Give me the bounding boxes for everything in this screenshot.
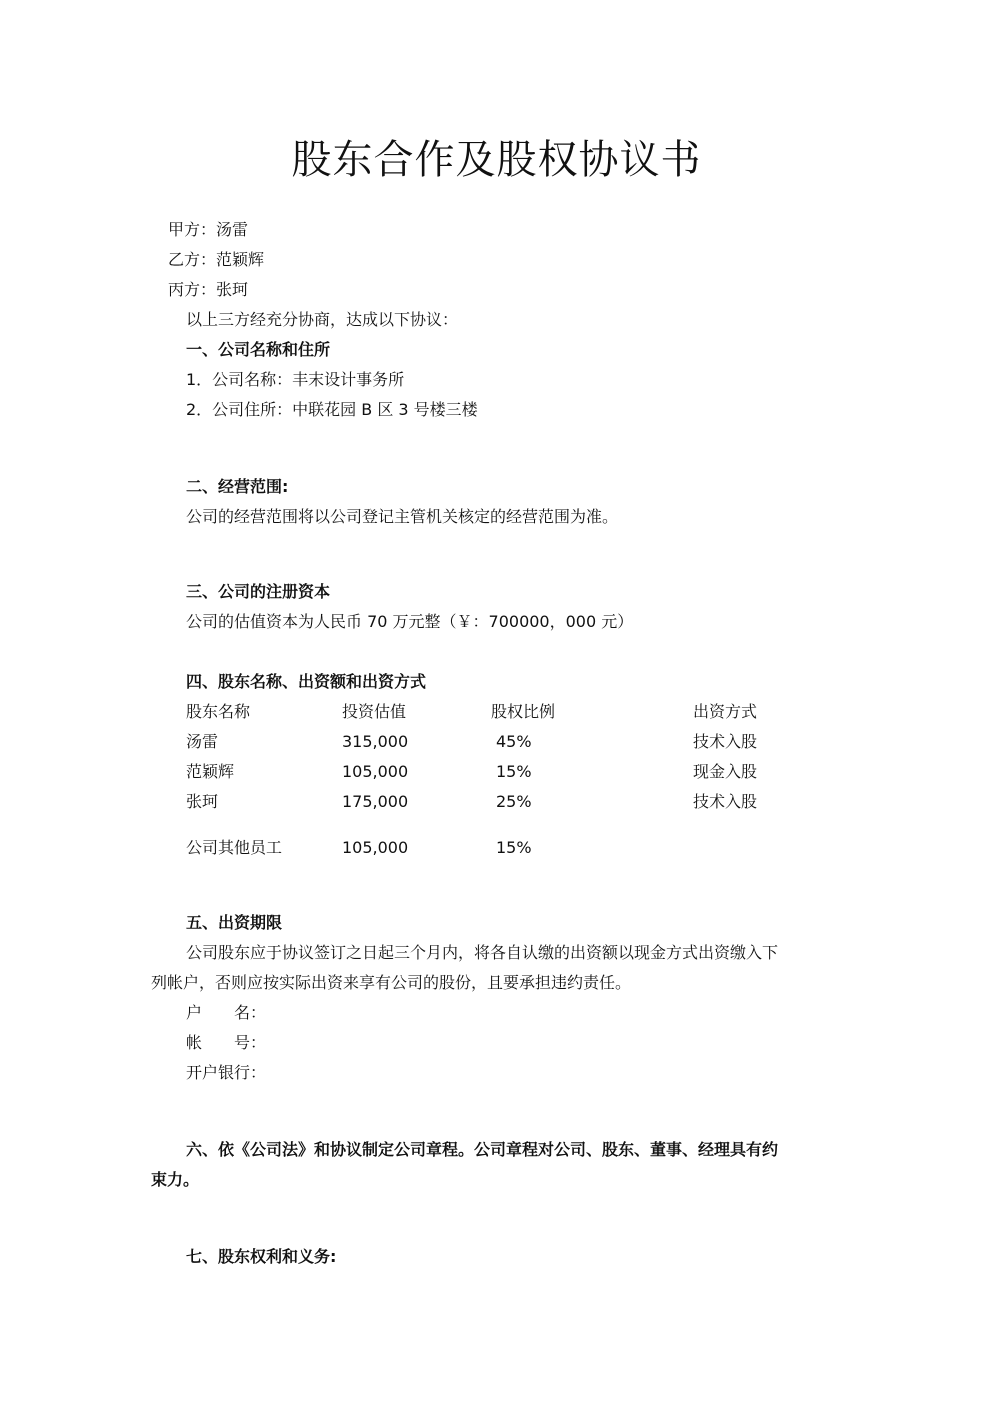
party-b: 乙方：范颖辉: [168, 250, 265, 269]
table-cell: 105,000: [342, 838, 409, 857]
table-header-ratio: 股权比例: [491, 702, 556, 721]
party-c: 丙方：张珂: [168, 280, 249, 299]
intro-text: 以上三方经充分协商，达成以下协议：: [186, 310, 459, 329]
registered-capital-text: 公司的估值资本为人民币 70 万元整（￥：700000，000 元）: [186, 612, 634, 631]
table-cell: 45%: [496, 732, 532, 751]
table-cell: 15%: [496, 838, 532, 857]
table-cell: 105,000: [342, 762, 409, 781]
section2-heading: 二、经营范围:: [186, 477, 289, 496]
table-header-method: 出资方式: [693, 702, 758, 721]
document-title: 股东合作及股权协议书: [291, 137, 702, 183]
bank-label: 开户银行：: [186, 1063, 267, 1082]
section4-heading: 四、股东名称、出资额和出资方式: [186, 672, 427, 691]
company-address-item: 2．公司住所：中联花园 B 区 3 号楼三楼: [186, 400, 478, 419]
section5-line2: 列帐户，否则应按实际出资来享有公司的股份，且要承担违约责任。: [151, 973, 632, 992]
table-cell: 技术入股: [693, 792, 758, 811]
table-cell: 张珂: [186, 792, 219, 811]
section6-line2: 束力。: [151, 1170, 200, 1189]
company-name-item: 1．公司名称：丰末设计事务所: [186, 370, 405, 389]
table-cell: 汤雷: [186, 732, 219, 751]
account-number-label: 帐 号：: [186, 1033, 267, 1052]
table-cell: 公司其他员工: [186, 838, 283, 857]
table-cell: 技术入股: [693, 732, 758, 751]
party-a: 甲方：汤雷: [168, 220, 249, 239]
table-cell: 175,000: [342, 792, 409, 811]
section5-heading: 五、出资期限: [186, 913, 283, 932]
business-scope-text: 公司的经营范围将以公司登记主管机关核定的经营范围为准。: [186, 507, 619, 526]
section5-line1: 公司股东应于协议签订之日起三个月内，将各自认缴的出资额以现金方式出资缴入下: [186, 943, 779, 962]
table-cell: 315,000: [342, 732, 409, 751]
table-cell: 15%: [496, 762, 532, 781]
table-cell: 25%: [496, 792, 532, 811]
section1-heading: 一、公司名称和住所: [186, 340, 331, 359]
section3-heading: 三、公司的注册资本: [186, 582, 331, 601]
table-cell: 现金入股: [693, 762, 758, 781]
account-name-label: 户 名：: [186, 1003, 267, 1022]
section6-line1: 六、依《公司法》和协议制定公司章程。公司章程对公司、股东、董事、经理具有约: [186, 1140, 779, 1159]
section7-heading: 七、股东权利和义务:: [186, 1247, 337, 1266]
table-header-investment: 投资估值: [342, 702, 407, 721]
table-cell: 范颖辉: [186, 762, 235, 781]
table-header-name: 股东名称: [186, 702, 251, 721]
